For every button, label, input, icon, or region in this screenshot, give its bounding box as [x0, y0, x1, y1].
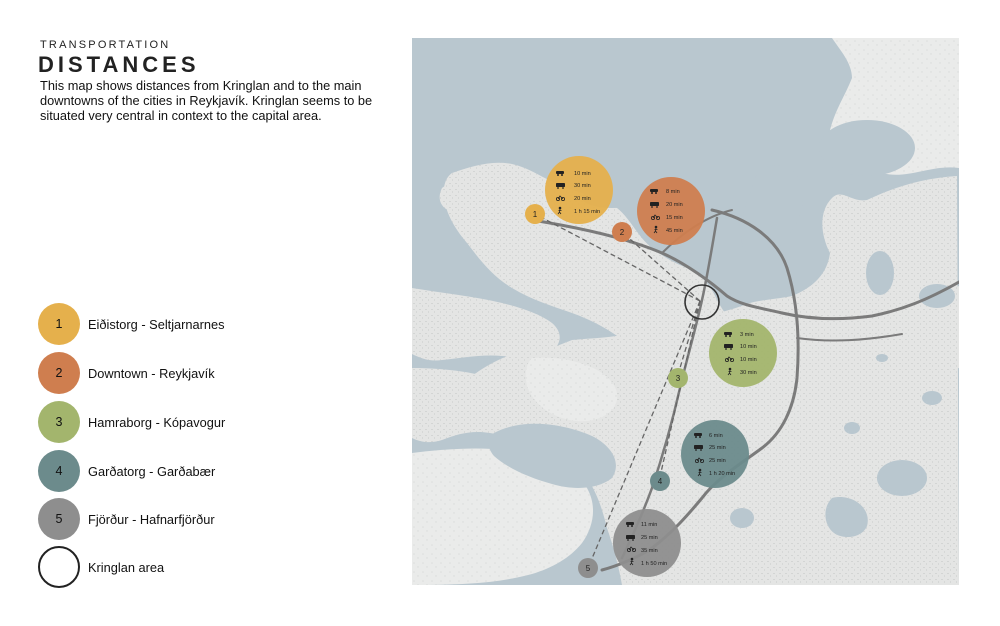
legend-label: Downtown - Reykjavík: [88, 365, 215, 381]
legend-marker-2: 2: [38, 352, 80, 394]
travel-time-car: 10 min: [574, 171, 591, 177]
travel-time-walking: 1 h 15 min: [574, 209, 601, 215]
legend-marker-kringlan: [38, 546, 80, 588]
legend-item-kringlan: [38, 546, 164, 588]
map-canvas: [412, 38, 959, 585]
travel-time-bus: 20 min: [666, 202, 683, 208]
travel-time-walking: 30 min: [740, 370, 757, 376]
landmass: [412, 38, 959, 585]
legend-item-fjordur: [38, 498, 215, 540]
destination-marker-2: [612, 222, 632, 242]
travel-time-bus: 25 min: [709, 445, 726, 451]
travel-time-bubble-3: [709, 319, 777, 387]
travel-time-bubble-2: [637, 177, 705, 245]
travel-time-bicycle: 15 min: [666, 215, 683, 221]
legend-marker-3: 3: [38, 401, 80, 443]
legend-label: Fjörður - Hafnarfjörður: [88, 511, 215, 527]
travel-time-walking: 1 h 50 min: [641, 561, 668, 567]
legend-label: Hamraborg - Kópavogur: [88, 414, 226, 430]
legend-label: Eiðistorg - Seltjarnarnes: [88, 316, 225, 332]
marker-label: 4: [657, 477, 663, 486]
legend-label: Kringlan area: [88, 559, 165, 575]
section-kicker: TRANSPORTATION: [40, 39, 171, 51]
travel-time-bubble-4: [681, 420, 749, 488]
travel-time-car: 8 min: [666, 189, 680, 195]
travel-time-car: 3 min: [740, 332, 754, 338]
travel-time-bus: 25 min: [641, 535, 658, 541]
legend-marker-5: 5: [38, 498, 80, 540]
travel-time-bicycle: 20 min: [574, 196, 591, 202]
legend-marker-1: 1: [38, 303, 80, 345]
travel-time-walking: 1 h 20 min: [709, 471, 736, 477]
legend-item-hamraborg: [38, 401, 225, 443]
destination-marker-4: [650, 471, 670, 491]
marker-label: 3: [675, 374, 681, 383]
travel-time-bus: 10 min: [740, 344, 757, 350]
legend: [38, 303, 358, 593]
destination-marker-1: [525, 204, 545, 224]
map-panel: [412, 38, 959, 585]
destination-marker-3: [668, 368, 688, 388]
travel-time-bicycle: 25 min: [709, 458, 726, 464]
travel-time-car: 6 min: [709, 433, 723, 439]
legend-marker-4: 4: [38, 450, 80, 492]
destination-marker-5: [578, 558, 598, 578]
travel-time-bicycle: 35 min: [641, 548, 658, 554]
travel-time-bubble-5: [613, 509, 681, 577]
travel-time-bus: 30 min: [574, 183, 591, 189]
legend-label: Garðatorg - Garðabær: [88, 463, 216, 479]
legend-item-downtown: [38, 352, 215, 394]
marker-label: 5: [585, 564, 591, 573]
page-title: DISTANCES: [38, 52, 200, 77]
travel-time-walking: 45 min: [666, 228, 683, 234]
travel-time-bubble-1: [545, 156, 613, 224]
travel-time-bicycle: 10 min: [740, 357, 757, 363]
travel-time-car: 11 min: [641, 522, 658, 528]
legend-item-eidistorg: [38, 303, 225, 345]
legend-item-gardatorg: [38, 450, 215, 492]
marker-label: 1: [532, 210, 538, 219]
marker-label: 2: [619, 228, 625, 237]
page-description: This map shows distances from Kringlan and to the main downtowns of the cities in Reykjavík. Kringlan seems to be situated very central in context to the capital area.: [40, 78, 373, 123]
